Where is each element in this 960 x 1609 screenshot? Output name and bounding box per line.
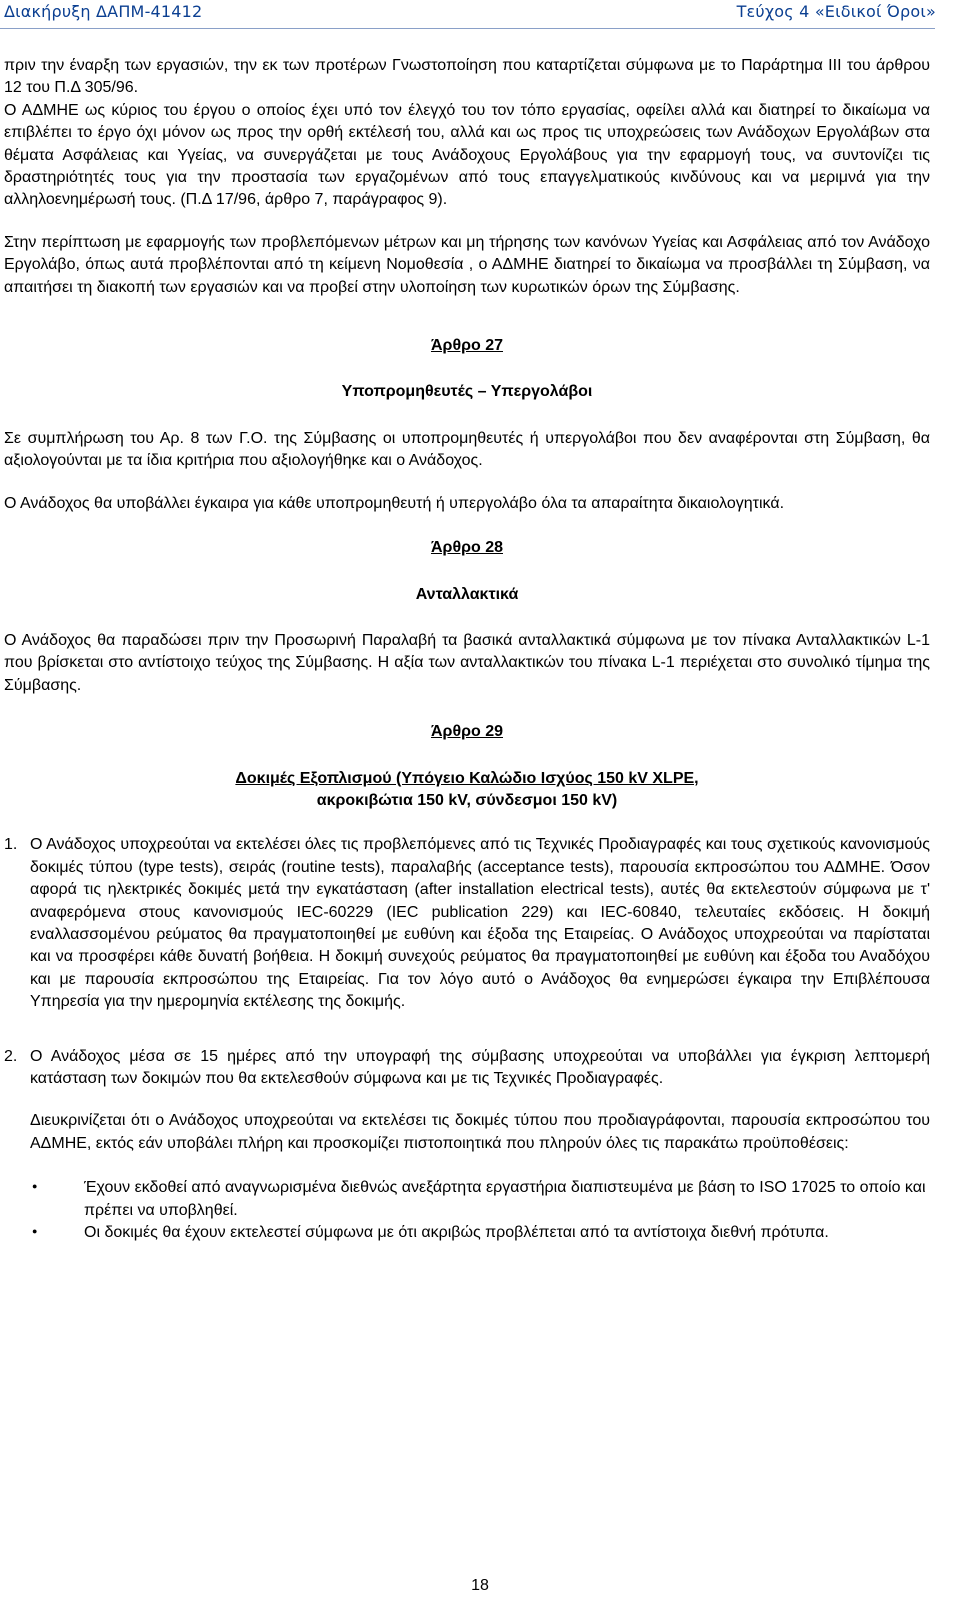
list-item-text: Ο Ανάδοχος μέσα σε 15 ημέρες από την υπογραφή της σύμβασης υποχρεούται να υποβάλλει για έγκριση λεπτομερή κατάσταση των δοκιμών που θα εκτελεσθούν σύμφωνα και με τις Τεχνικές Προδιαγραφές. xyxy=(30,1047,930,1087)
article-27-title: Υποπρομηθευτές – Υπεργολάβοι xyxy=(341,383,593,401)
header-document-id: Διακήρυξη ΔΑΠΜ-41412 xyxy=(4,2,203,21)
bullet-icon xyxy=(4,1222,84,1245)
paragraph: Στην περίπτωση με εφαρμογής των προβλεπόμενων μέτρων και μη τήρησης των κανόνων Υγείας και Ασφάλειας από τον Ανάδοχο Εργολάβο, όπως αυτά προβλέπονται από τη κείμενη Νομοθεσία , ο ΑΔΜΗΕ διατηρεί το δικαίωμα να προσβάλλει τη Σύμβαση, να απαιτήσει τη διακοπή των εργασιών και να προβεί στην υλοποίηση των κυρωτικών όρων της Σύμβασης. xyxy=(4,233,930,296)
list-item-number: 2. xyxy=(4,1047,18,1065)
bullet-icon xyxy=(4,1177,84,1222)
list-item xyxy=(4,1222,930,1245)
header-divider xyxy=(0,28,935,29)
list-item xyxy=(4,1177,930,1222)
article-29-title-line1: Δοκιμές Εξοπλισμού (Υπόγειο Καλώδιο Ισχύος 150 kV XLPE, xyxy=(235,769,699,787)
paragraph: πριν την έναρξη των εργασιών, την εκ των προτέρων Γνωστοποίηση που καταρτίζεται σύμφωνα με το Παράρτημα ΙΙΙ του άρθρου 12 του Π.Δ 305/96. xyxy=(4,57,930,97)
paragraph: Ο Ανάδοχος θα παραδώσει πριν την Προσωρινή Παραλαβή τα βασικά ανταλλακτικά σύμφωνα με τον πίνακα Ανταλλακτικών L-1 που βρίσκεται στο αντίστοιχο τεύχος της Σύμβασης. Η αξία των ανταλλακτικών του πίνακα L-1 περιέχεται στο συνολικό τίμημα της Σύμβασης. xyxy=(4,631,930,694)
paragraph: Ο ΑΔΜΗΕ ως κύριος του έργου ο οποίος έχει υπό τον έλεγχό του τον τόπο εργασίας, οφείλει αλλά και διατηρεί το δικαίωμα να επιβλέπει το έργο όχι μόνον ως προς την ορθή εκτέλεσή του, αλλά και ως προς τις υποχρεώσεις των Ανάδοχων Εργολάβων στα θέματα Ασφάλειας και Υγείας, να συνεργάζεται με τους Ανάδοχους Εργολάβους για την εφαρμογή τους, να συντονίζει τις δραστηριότητές τους για την προστασία των εργαζομένων από τους επαγγελματικούς κινδύνους και να μεριμνά για την αλληλοενημέρωσή τους. (Π.Δ 17/96, άρθρο 7, παράγραφος 9). xyxy=(4,101,930,209)
list-item xyxy=(4,834,930,1013)
paragraph: Διευκρινίζεται ότι ο Ανάδοχος υποχρεούται να εκτελέσει τις δοκιμές τύπου που προδιαγράφονται, παρουσία εκπροσώπου του ΑΔΜΗΕ, εκτός εάν υποβάλει πλήρη και προσκομίζει πιστοποιητικά που πληρούν όλες τις παρακάτω προϋποθέσεις: xyxy=(30,1112,930,1152)
list-item-text: Ο Ανάδοχος υποχρεούται να εκτελέσει όλες τις προβλεπόμενες από τις Τεχνικές Προδιαγραφές και τους σχετικούς κανονισμούς δοκιμές τύπου (type tests), σειράς (routine tests), παραλαβής (acceptance tests), παρουσία εκπροσώπου του ΑΔΜΗΕ. Όσον αφορά τις ηλεκτρικές δοκιμές μετά την εγκατάσταση (after installation electrical tests), αυτές θα εκτελεστούν σύμφωνα με τ' αναφερόμενα στους κανονισμούς IEC-60229 (IEC publication 229) και IEC-60840, τελευταίες εκδόσεις. Η δοκιμή εναλλασσομένου ρεύματος θα πραγματοποιηθεί με ευθύνη και έξοδα της Εταιρείας. Ο Ανάδοχος υποχρεούται να παρίσταται και να προσφέρει κάθε δυνατή βοήθεια. Η δοκιμή συνεχούς ρεύματος θα πραγματοποιηθεί με ευθύνη και έξοδα του Αναδόχου και με παρουσία εκπροσώπου της Εταιρείας. Για τον λόγο αυτό ο Ανάδοχος θα ενημερώσει έγκαιρα την Επιβλέπουσα Υπηρεσία για την ημερομηνία εκτέλεσης της δοκιμής. xyxy=(30,836,930,1011)
paragraph: Ο Ανάδοχος θα υποβάλλει έγκαιρα για κάθε υποπρομηθευτή ή υπεργολάβο όλα τα απαραίτητα δικαιολογητικά. xyxy=(4,494,785,512)
paragraph: Σε συμπλήρωση του Αρ. 8 των Γ.Ο. της Σύμβασης οι υποπρομηθευτές ή υπεργολάβοι που δεν αναφέρονται στη Σύμβαση, θα αξιολογούνται με τα ίδια κριτήρια που αξιολογήθηκε και ο Ανάδοχος. xyxy=(4,429,930,470)
article-28-title: Ανταλλακτικά xyxy=(415,585,519,603)
list-item-text: Οι δοκιμές θα έχουν εκτελεστεί σύμφωνα με ότι ακριβώς προβλέπεται από τα αντίστοιχα διεθνή πρότυπα. xyxy=(84,1224,829,1242)
article-27-heading: Άρθρο 27 xyxy=(430,337,503,355)
article-29-heading: Άρθρο 29 xyxy=(430,723,503,741)
list-item-number: 1. xyxy=(4,836,18,854)
list-item xyxy=(4,1046,930,1091)
header-volume-title: Τεύχος 4 «Ειδικοί Όροι» xyxy=(736,2,936,21)
article-29-title-line2: ακροκιβώτια 150 kV, σύνδεσμοι 150 kV) xyxy=(316,791,618,809)
page-header xyxy=(0,0,960,30)
bullet-list xyxy=(4,1177,930,1245)
document-body xyxy=(4,55,930,1245)
list-item-text: Έχουν εκδοθεί από αναγνωρισμένα διεθνώς ανεξάρτητα εργαστήρια διαπιστευμένα με βάση το ISO 17025 το οποίο και πρέπει να υποβληθεί. xyxy=(84,1179,926,1219)
article-28-heading: Άρθρο 28 xyxy=(430,539,503,557)
page-number: 18 xyxy=(471,1577,489,1594)
